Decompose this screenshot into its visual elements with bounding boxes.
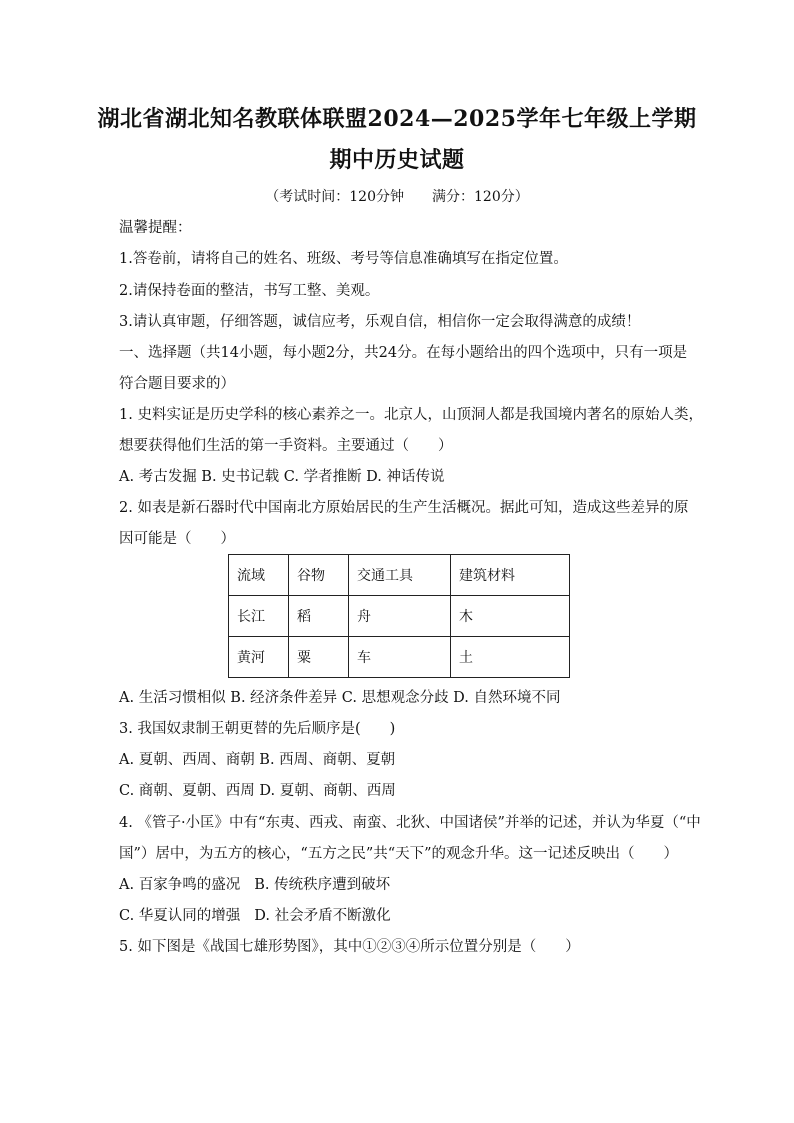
question-4-options-line1 bbox=[119, 875, 689, 895]
table-cell: 黄河 bbox=[229, 637, 289, 678]
question-1-stem-line2: 想要获得他们生活的第一手资料。主要通过（ ） bbox=[119, 438, 453, 454]
table-cell: 土 bbox=[451, 637, 570, 678]
question-4-stem-line2: 国”）居中，为五方的核心，“五方之民”共“天下”的观念升华。这一记述反映出（ ） bbox=[119, 846, 679, 862]
question-1-options: A. 考古发掘 B. 史书记载 C. 学者推断 D. 神话传说 bbox=[119, 469, 445, 485]
question-4-option-d: D. 社会矛盾不断激化 bbox=[254, 908, 391, 924]
table-cell: 车 bbox=[349, 637, 451, 678]
table-cell: 木 bbox=[451, 596, 570, 637]
reminder-heading: 温馨提醒： bbox=[119, 220, 192, 236]
question-4-stem-line1: 4. 《管子·小匡》中有“东夷、西戎、南蛮、北狄、中国诸侯”并举的记述，并认为华夏（“中 bbox=[119, 815, 701, 831]
question-4-option-c: C. 华夏认同的增强 bbox=[119, 908, 241, 924]
section-heading-line1: 一、选择题（共14小题，每小题2分，共24分。在每小题给出的四个选项中，只有一项是 bbox=[119, 345, 688, 361]
table-cell: 粟 bbox=[289, 637, 349, 678]
question-4-options-line2 bbox=[119, 906, 689, 926]
table-header-cell: 谷物 bbox=[289, 555, 349, 596]
reminder-item-2: 2.请保持卷面的整洁，书写工整、美观。 bbox=[119, 283, 380, 299]
table-header-cell: 流域 bbox=[229, 555, 289, 596]
table-header-cell: 交通工具 bbox=[349, 555, 451, 596]
section-heading-line2: 符合题目要求的） bbox=[119, 376, 235, 392]
question-3-options-line2: C. 商朝、夏朝、西周 D. 夏朝、商朝、西周 bbox=[119, 783, 396, 799]
exam-title-line1: 湖北省湖北知名教联体联盟2024—2025学年七年级上学期 bbox=[97, 106, 697, 132]
question-3-stem: 3. 我国奴隶制王朝更替的先后顺序是( ) bbox=[119, 721, 396, 737]
reminder-item-1: 1.答卷前，请将自己的姓名、班级、考号等信息准确填写在指定位置。 bbox=[119, 251, 568, 267]
exam-title-line2: 期中历史试题 bbox=[329, 147, 465, 173]
question-4-option-b: B. 传统秩序遭到破坏 bbox=[254, 877, 391, 893]
question-4-option-a: A. 百家争鸣的盛况 bbox=[119, 877, 241, 893]
table-cell: 舟 bbox=[349, 596, 451, 637]
question-2-stem-line1: 2. 如表是新石器时代中国南北方原始居民的生产生活概况。据此可知，造成这些差异的原 bbox=[119, 500, 689, 516]
exam-info bbox=[0, 186, 794, 206]
table-row bbox=[229, 637, 570, 678]
table-cell: 稻 bbox=[289, 596, 349, 637]
exam-time: （考试时间：120分钟 bbox=[265, 189, 404, 205]
table-cell: 长江 bbox=[229, 596, 289, 637]
question-5-stem: 5. 如下图是《战国七雄形势图》，其中①②③④所示位置分别是（ ） bbox=[119, 939, 580, 955]
reminder-item-3: 3.请认真审题，仔细答题，诚信应考，乐观自信，相信你一定会取得满意的成绩！ bbox=[119, 314, 641, 330]
question-2-stem-line2: 因可能是（ ） bbox=[119, 531, 235, 547]
question-3-options-line1: A. 夏朝、西周、商朝 B. 西周、商朝、夏朝 bbox=[119, 752, 396, 768]
table-row bbox=[229, 596, 570, 637]
table-header-row bbox=[229, 555, 570, 596]
question-1-stem-line1: 1. 史料实证是历史学科的核心素养之一。北京人，山顶洞人都是我国境内著名的原始人类， bbox=[119, 407, 703, 423]
question-2-table bbox=[228, 554, 570, 678]
question-2-options: A. 生活习惯相似 B. 经济条件差异 C. 思想观念分歧 D. 自然环境不同 bbox=[119, 690, 561, 706]
exam-full-score: 满分：120分） bbox=[432, 189, 529, 205]
table-header-cell: 建筑材料 bbox=[451, 555, 570, 596]
